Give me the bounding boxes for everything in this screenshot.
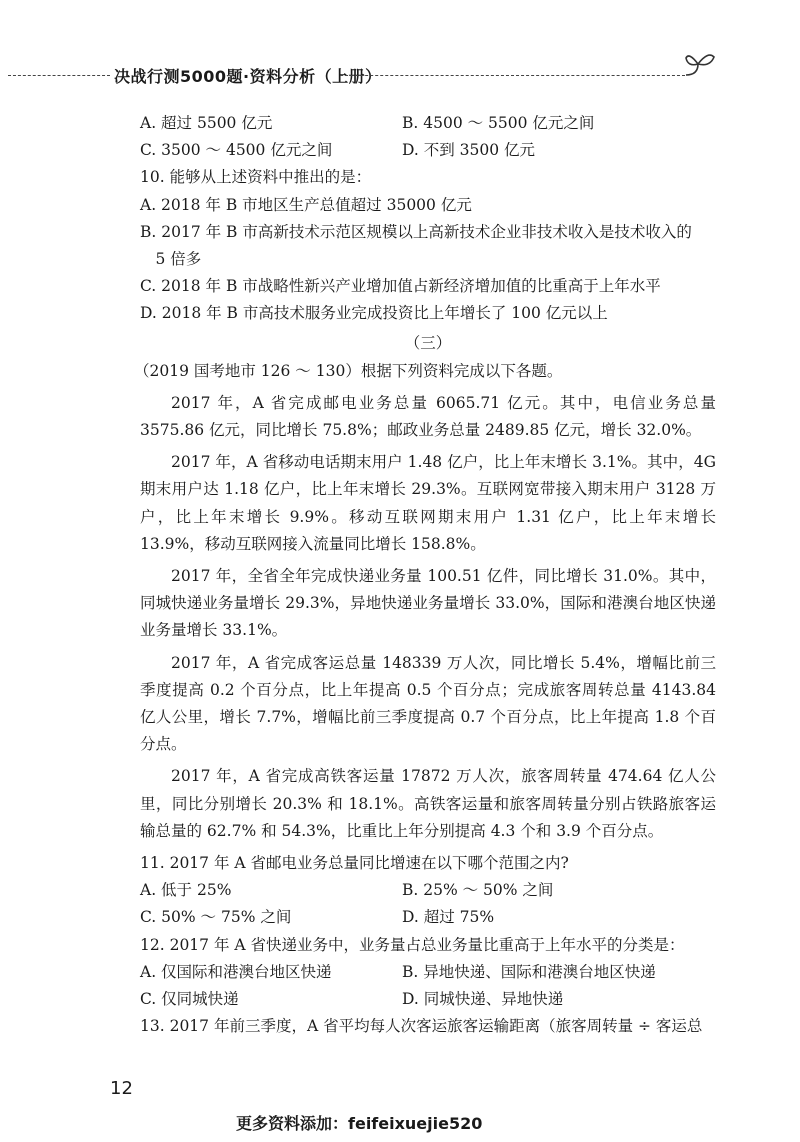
q11-option-d: D. 超过 75% xyxy=(402,908,495,927)
sprout-icon xyxy=(684,48,724,92)
q10-stem: 10. 能够从上述资料中推出的是： xyxy=(140,168,372,187)
q12-stem: 12. 2017 年 A 省快递业务中，业务量占总业务量比重高于上年水平的分类是： xyxy=(140,935,685,954)
q9-option-d: D. 不到 3500 亿元 xyxy=(402,141,536,160)
page-body xyxy=(134,110,716,1040)
material-paragraph-5: 2017 年，A 省完成高铁客运量 17872 万人次，旅客周转量 474.64 亿人公里，同比分别增长 20.3% 和 18.1%。高铁客运量和旅客周转量分别占铁路旅客运输总量的 62.7% 和 54.3%，比重比上年分别提高 4.3 个和 3.9 个百分点。 xyxy=(140,767,716,840)
q11-option-c: C. 50% ～ 75% 之间 xyxy=(140,908,292,927)
header-rule-right xyxy=(340,75,685,76)
q9-option-b: B. 4500 ～ 5500 亿元之间 xyxy=(402,114,595,132)
q12-option-a: A. 仅国际和港澳台地区快递 xyxy=(140,962,332,981)
q12-option-d: D. 同城快递、异地快递 xyxy=(402,989,564,1008)
q10-option-b: B. 2017 年 B 市高新技术示范区规模以上高新技术企业非技术收入是技术收入的 xyxy=(140,222,692,241)
q12-options-row-2 xyxy=(140,986,716,1013)
q13-stem: 13. 2017 年前三季度，A 省平均每人次客运旅客运输距离（旅客周转量 ÷ 客运总 xyxy=(140,1017,703,1036)
q12-option-c: C. 仅同城快递 xyxy=(140,989,239,1008)
q10-option-d: D. 2018 年 B 市高技术服务业完成投资比上年增长了 100 亿元以上 xyxy=(140,304,608,323)
q12-option-b: B. 异地快递、国际和港澳台地区快递 xyxy=(402,962,656,981)
q9-option-a: A. 超过 5500 亿元 xyxy=(140,114,273,132)
page-number: 12 xyxy=(110,1078,133,1099)
q9-option-c: C. 3500 ～ 4500 亿元之间 xyxy=(140,141,333,160)
header-title: 决战行测5000题·资料分析（上册） xyxy=(114,67,382,86)
q10-option-b-continued: 5 倍多 xyxy=(155,249,202,268)
material-paragraph-3: 2017 年，全省全年完成快递业务量 100.51 亿件，同比增长 31.0%。其中，同城快递业务量增长 29.3%，异地快递业务量增长 33.0%，国际和港澳台地区快递业务量增长 33.1%。 xyxy=(140,566,716,640)
footer-note: 更多资料添加：feifeixuejie520 xyxy=(236,1114,483,1133)
q11-stem: 11. 2017 年 A 省邮电业务总量同比增速在以下哪个范围之内? xyxy=(140,853,569,872)
q12-options-row-1 xyxy=(140,959,716,986)
q10-option-c: C. 2018 年 B 市战略性新兴产业增加值占新经济增加值的比重高于上年水平 xyxy=(140,277,661,296)
material-paragraph-4: 2017 年，A 省完成客运总量 148339 万人次，同比增长 5.4%，增幅比前三季度提高 0.2 个百分点，比上年提高 0.5 个百分点；完成旅客周转总量 4143.84 亿人公里，增长 7.7%，增幅比前三季度提高 0.7 个百分点，比上年提高 1.8 个百分点。 xyxy=(140,653,716,754)
q10-option-a: A. 2018 年 B 市地区生产总值超过 35000 亿元 xyxy=(140,195,472,214)
q11-options-row-1 xyxy=(140,877,716,904)
section-title: （三） xyxy=(404,333,452,352)
running-header xyxy=(0,60,800,90)
q11-option-b: B. 25% ～ 50% 之间 xyxy=(402,881,554,900)
material-paragraph-1: 2017 年，A 省完成邮电业务总量 6065.71 亿元。其中，电信业务总量 3575.86 亿元，同比增长 75.8%；邮政业务总量 2489.85 亿元，增长 32.0%。 xyxy=(140,393,716,439)
q9-options-row-2 xyxy=(140,137,716,164)
material-paragraph-2: 2017 年，A 省移动电话期末用户 1.48 亿户，比上年末增长 3.1%。其中，4G 期末用户达 1.18 亿户，比上年末增长 29.3%。互联网宽带接入期末用户 3128 万户，比上年末增长 9.9%。移动互联网期末用户 1.31 亿户，比上年末增长 13.9%，移动互联网接入流量同比增长 158.8%。 xyxy=(140,453,716,553)
section-intro: （2019 国考地市 126 ～ 130）根据下列资料完成以下各题。 xyxy=(134,361,563,380)
q9-options-row-1 xyxy=(140,110,716,137)
q11-option-a: A. 低于 25% xyxy=(140,881,232,900)
header-rule-left xyxy=(8,75,110,76)
q11-options-row-2 xyxy=(140,904,716,931)
